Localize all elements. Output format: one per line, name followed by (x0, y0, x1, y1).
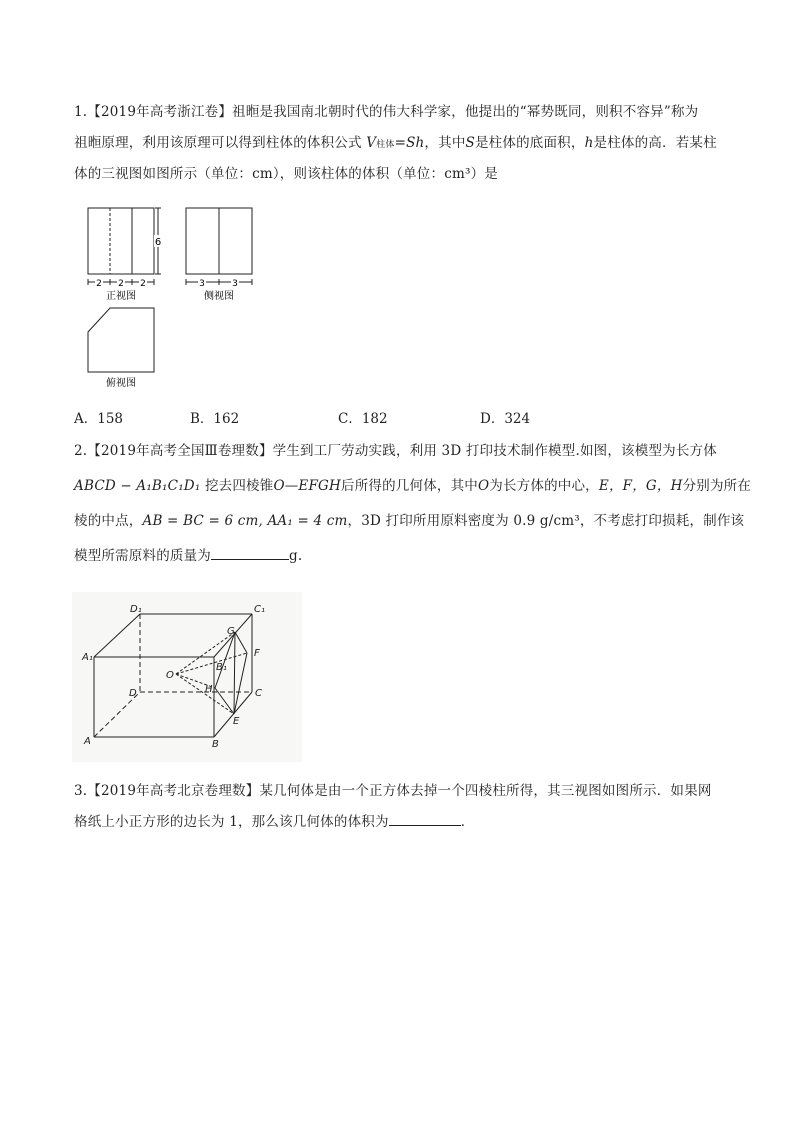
q2-line2-a: 挖去四棱锥 (204, 478, 274, 494)
q3-line1-text: 某几何体是由一个正方体去掉一个四棱柱所得，其三视图如图所示．如果网 (259, 783, 712, 799)
q1-line2-b: ，其中 (424, 135, 466, 151)
q2-number: 2. (74, 443, 88, 459)
q2-line4-a: 模型所需原料的质量为 (74, 548, 211, 564)
q1-line1-text: 祖暅是我国南北朝时代的伟大科学家，他提出的“幂势既同，则积不容异”称为 (232, 104, 699, 120)
label-a: A (84, 736, 91, 747)
q1-three-view-figure (70, 200, 270, 395)
formula-rest: =Sh (394, 135, 425, 151)
answer-blank-q3[interactable] (389, 811, 461, 826)
q2-line-1 (74, 436, 724, 467)
q2-dimensions: AB = BC = 6 cm, AA₁ = 4 cm (142, 513, 348, 529)
front-dim-2: 2 (118, 279, 124, 289)
label-d1: D₁ (130, 604, 142, 615)
option-c[interactable]: C．182 (338, 411, 388, 427)
q3-line-2 (74, 807, 724, 838)
front-view-label: 正视图 (106, 291, 136, 302)
q3-line2-b: ． (460, 814, 475, 830)
q3-line-1 (74, 776, 724, 807)
front-dim-1: 2 (96, 279, 102, 289)
q2-line4-b: g. (289, 548, 303, 564)
side-view-label: 侧视图 (204, 291, 234, 302)
label-c1: C₁ (254, 604, 265, 615)
q1-line2-d: 是柱体的高．若某柱 (593, 135, 717, 151)
formula-sub: 柱体 (376, 140, 395, 150)
question-1-text (74, 97, 724, 190)
q1-line3: 体的三视图如图所示（单位：cm），则该柱体的体积（单位：cm³）是 (74, 166, 498, 182)
q2-line2-c: 为长方体的中心， (489, 478, 599, 494)
option-b[interactable]: B．162 (190, 411, 240, 427)
q2-line2-b: 后所得的几何体，其中 (341, 478, 478, 494)
q2-line1-text: 学生到工厂劳动实践，利用 3D 打印技术制作模型.如图，该模型为长方体 (272, 443, 717, 459)
q2-line2-d: 分别为所在 (682, 478, 752, 494)
label-b: B (212, 739, 219, 750)
q1-line2-a: 祖暅原理，利用该原理可以得到柱体的体积公式 (74, 135, 362, 151)
q3-source: 【2019年高考北京卷理数】 (87, 783, 260, 799)
front-view (88, 208, 162, 302)
var-o: O (478, 478, 490, 494)
side-dim-1: 3 (199, 279, 205, 289)
label-f: F (254, 648, 260, 659)
option-d[interactable]: D．324 (480, 411, 531, 427)
q1-line2-c: 是柱体的底面积， (474, 135, 585, 151)
question-2-text (74, 436, 752, 572)
q3-number: 3. (74, 783, 88, 799)
q1-number: 1. (74, 104, 88, 120)
label-a1: A₁ (82, 652, 93, 663)
q2-line-3 (74, 506, 745, 537)
var-h: h (584, 135, 594, 151)
question-3-text (74, 776, 724, 838)
side-dim-2: 3 (232, 279, 238, 289)
top-view-label: 俯视图 (106, 378, 136, 389)
formula-v: V (366, 135, 377, 151)
q2-source: 【2019年高考全国Ⅲ卷理数】 (87, 443, 273, 459)
front-dim-3: 2 (140, 279, 146, 289)
vars-efgh: E，F，G，H (598, 478, 683, 494)
q1-line-2 (74, 128, 724, 159)
var-s: S (465, 135, 475, 151)
label-b1: B₁ (216, 662, 227, 673)
q2-cuboid-name: ABCD − A₁B₁C₁D₁ (74, 478, 201, 494)
answer-blank-q2[interactable] (211, 545, 289, 560)
label-c: C (255, 688, 262, 699)
dim-height-label: 6 (154, 237, 162, 248)
q1-line-3 (74, 159, 724, 190)
q2-line-4 (74, 541, 724, 572)
q2-line-2 (74, 471, 752, 502)
label-o: O (166, 670, 174, 681)
q1-line-1 (74, 97, 724, 128)
top-view (88, 308, 154, 389)
label-h: H (205, 684, 213, 695)
side-view (186, 208, 252, 302)
q2-cuboid-figure (72, 592, 302, 762)
q2-line3-a: 棱的中点， (74, 513, 143, 529)
q2-pyramid-name: O—EFGH (273, 478, 341, 494)
option-a[interactable]: A．158 (74, 411, 124, 427)
q1-source: 【2019年高考浙江卷】 (87, 104, 233, 120)
q2-line3-b: ，3D 打印所用原料密度为 0.9 g/cm³，不考虑打印损耗，制作该 (347, 513, 745, 529)
label-e: E (233, 716, 240, 727)
q3-line2-a: 格纸上小正方形的边长为 1，那么该几何体的体积为 (74, 814, 389, 830)
label-d: D (129, 688, 137, 699)
label-g: G (227, 626, 235, 637)
